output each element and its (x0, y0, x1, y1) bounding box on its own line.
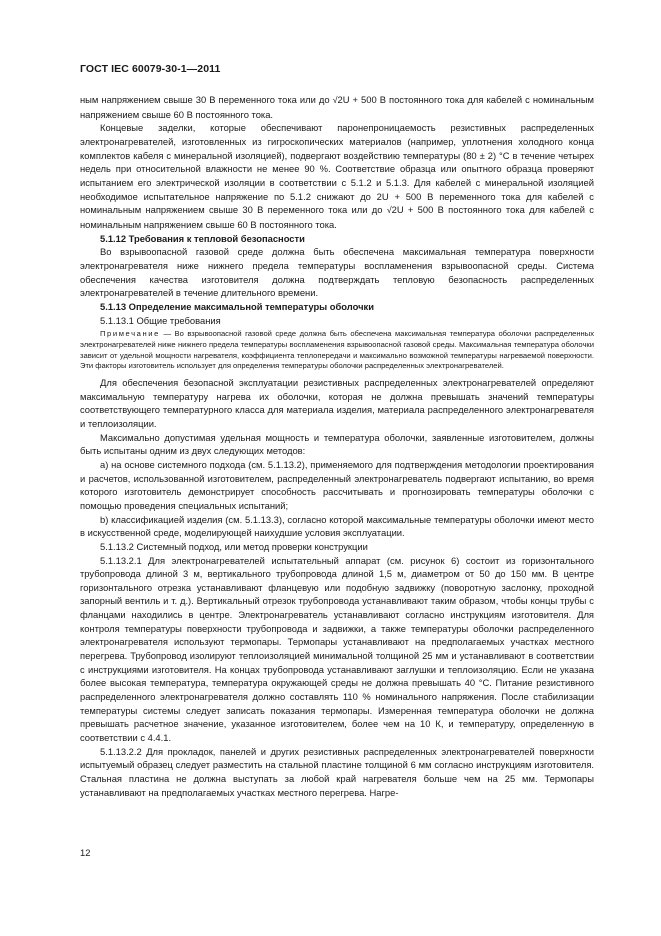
list-item-b: b) классификацией изделия (см. 5.1.13.3), согласно которой максимальные температуры оболочки имеют место в искусственной среде, моделирующей наихудшие условия эксплуатации. (80, 513, 594, 539)
paragraph: ным напряжением свыше 30 В переменного тока или до √2U + 500 В постоянного тока для кабелей с номинальным напряжением свыше 60 В постоянного тока. (80, 94, 595, 120)
subsection-heading-5-1-13-1: 5.1.13.1 Общие требования (100, 314, 221, 326)
paragraph: Во взрывоопасной газовой среде должна быть обеспечена максимальная температура поверхности электронагревателя ниже нижнего предела температуры воспламенения взрывоопасной среды. Система обеспечения качества изготовителя должна подтверждать тепловую безопасность распределенных электронагревателей в течение длительного времени. (80, 246, 594, 299)
section-heading-5-1-13: 5.1.13 Определение максимальной температуры оболочки (100, 300, 375, 312)
page-number: 12 (80, 847, 91, 858)
note: Примечание — Во взрывоопасной газовой среде должна быть обеспечена максимальная температура оболочки распределенных электронагревателей ниже нижнего предела температуры воспламенения взрывоопасной газовой среды. Максимальная температура оболочки зависит от удельной мощности нагревателя, коэффициента теплопередачи и максимально возможной температуры нагреваемой поверхности. Эти факторы изготовитель использует для определения температуры оболочки распределенных электронагревателей. (80, 329, 594, 371)
square-root-symbol: √ (386, 205, 392, 216)
list-item-a: а) на основе системного подхода (см. 5.1.13.2), применяемого для подтверждения методологии проектирования и расчетов, использованной изготовителем, распределенный электронагреватель подвергают испытанию, во время которого изготовитель демонстрирует способность рассчитывать и прогнозировать температуры оболочки с помощью проведения специальных испытаний; (80, 458, 594, 511)
paragraph: Максимально допустимая удельная мощность и температура оболочки, заявленные изготовителем, должны быть испытаны одним из двух следующих методов: (80, 431, 594, 457)
paragraph: 5.1.13.2.2 Для прокладок, панелей и других резистивных распределенных электронагревателей поверхности испытуемый образец следует разместить на стальной пластине толщиной 6 мм согласно инструкциям изготовителя. Стальная пластина не должна выступать за любой край нагревателя больше чем на 25 мм. Термопары устанавливают на предполагаемых участках местного перегрева. Нагре- (80, 745, 594, 798)
paragraph: 5.1.13.2.1 Для электронагревателей испытательный аппарат (см. рисунок 6) состоит из горизонтального трубопровода длиной 3 м, вертикального трубопровода длиной 1,5 м, диаметром от 50 до 150 мм. В центре горизонтального отрезка устанавливают фланцевую или подобную задвижку (поворотную заслонку, проходной запорный вентиль и т. д.). Вертикальный отрезок трубопровода устанавливают таким образом, чтобы концы трубы с фланцами находились в центре. Электронагреватель устанавливают согласно инструкциям изготовителя. Для контроля температуры поверхности трубопровода и задвижки, а также температуры оболочки распределенного электронагревателя используют термопары. Термопары устанавливают на предполагаемых участках местного перегрева. Трубопровод изолируют теплоизоляцией минимальной толщиной 25 мм и устанавливают в соответствии с инструкциями изготовителя. На концах трубопровода устанавливают заглушки и теплоизоляцию. Если не указана более высокая температура, температура окружающей среды не должна превышать 40 °С. Питание резистивного распределенного электронагревателя должно составлять 110 % номинального напряжения. После стабилизации температуры системы следует записать показания термопары. Измеренная температура оболочки не должна превышать расчетное значение, указанное изготовителем, более чем на 10 К, и температуру, определенную в соответствии с 4.4.1. (80, 554, 594, 744)
section-heading-5-1-12: 5.1.12 Требования к тепловой безопасности (100, 232, 305, 244)
note-label: Примечание (100, 329, 160, 339)
document-header: ГОСТ IEC 60079-30-1—2011 (80, 63, 221, 75)
paragraph: Концевые заделки, которые обеспечивают паронепроницаемость резистивных распределенных электронагревателей, изготовленных из гигроскопических материалов (например, уплотнения холодного конца комплектов кабеля с минеральной изоляцией), подвергают воздействию температуры (80 ± 2) °С в течение четырех недель при относительной влажности не менее 90 %. Соответствие образца или опытного образца проверяют испытанием его электрической изоляции в соответствии с 5.1.2 и 5.1.3. Для кабелей с минеральной изоляцией необходимое испытательное напряжение по 5.1.2 снижают до 2U + 500 В переменного тока для кабелей с номинальным напряжением свыше 30 В переменного тока или до √2U + 500 В постоянного тока для кабелей с номинальным напряжением свыше 60 В постоянного тока. (80, 122, 594, 230)
document-body (80, 93, 594, 799)
square-root-symbol: √ (332, 95, 338, 105)
subsection-heading-5-1-13-2: 5.1.13.2 Системный подход, или метод проверки конструкции (100, 540, 368, 552)
paragraph: Для обеспечения безопасной эксплуатации резистивных распределенных электронагревателей определяют максимальную температуру нагрева их оболочки, которая не должна превышать значений температуры соответствующего температурного класса для материала изделия, материала распределенного электронагревателя и теплоизоляции. (80, 376, 594, 429)
